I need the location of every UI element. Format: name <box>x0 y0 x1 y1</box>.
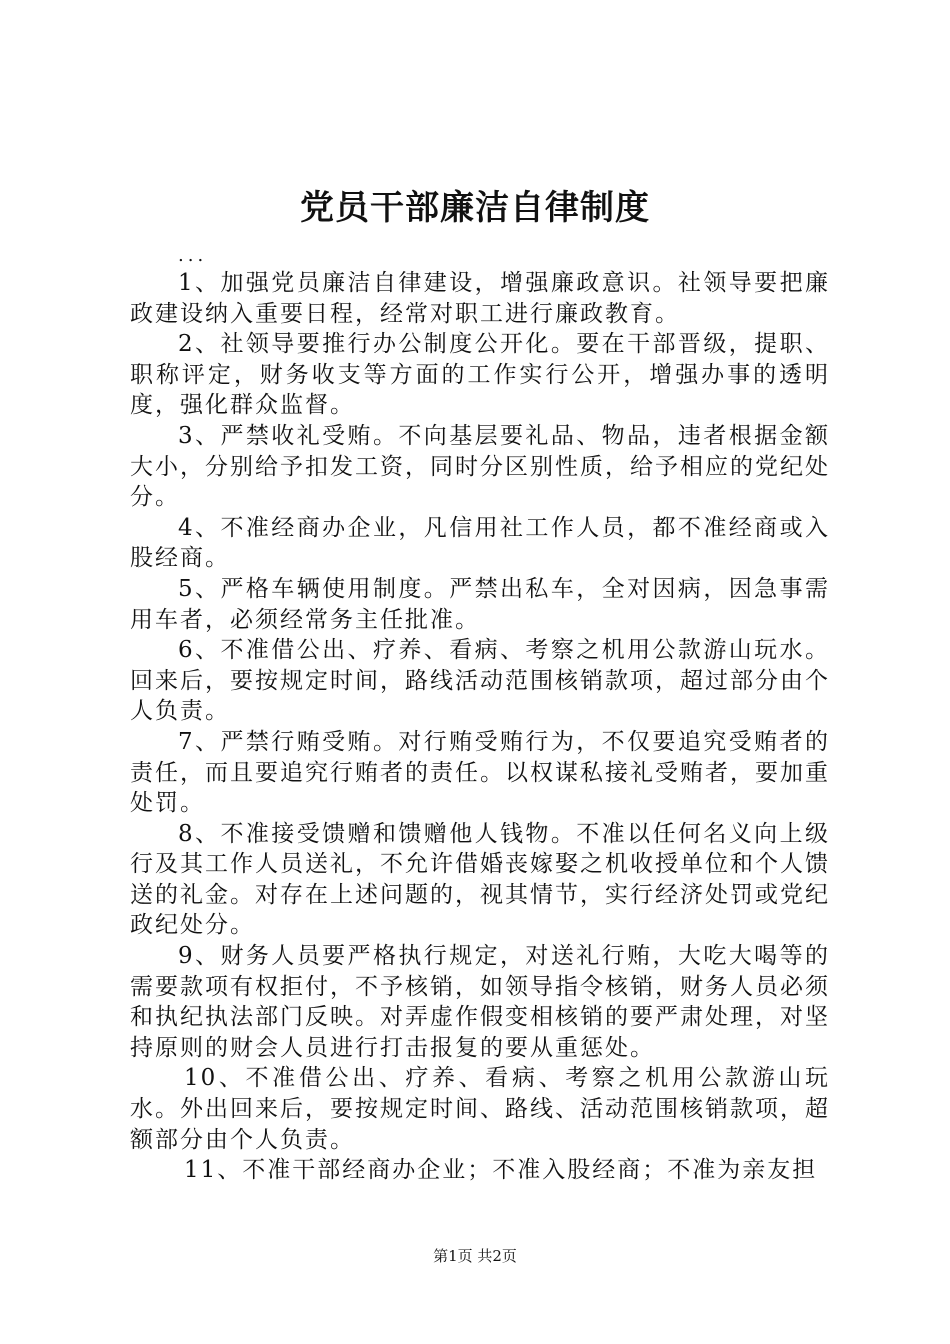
page-footer: 第1页 共2页 <box>433 1247 517 1265</box>
paragraph-10: 10、不准借公出、疗养、看病、考察之机用公款游山玩水。外出回来后，要按规定时间、路线、活动范围核销款项，超额部分由个人负责。 <box>130 1065 830 1153</box>
document-title: 党员干部廉洁自律制度 <box>300 188 650 228</box>
paragraph-11: 11、不准干部经商办企业；不准入股经商；不准为亲友担 <box>184 1157 818 1184</box>
document-body <box>130 268 830 1186</box>
ellipsis-marker: ... <box>178 245 208 266</box>
paragraph-6: 6、不准借公出、疗养、看病、考察之机用公款游山玩水。回来后，要按规定时间，路线活动范围核销款项，超过部分由个人负责。 <box>130 637 830 725</box>
paragraph-9: 9、财务人员要严格执行规定，对送礼行贿，大吃大喝等的需要款项有权拒付，不予核销，如领导指令核销，财务人员必须和执纪执法部门反映。对弄虚作假变相核销的要严肃处理，对坚持原则的财会人员进行打击报复的要从重惩处。 <box>130 943 830 1061</box>
paragraph-5: 5、严格车辆使用制度。严禁出私车，全对因病，因急事需用车者，必须经常务主任批准。 <box>130 575 830 633</box>
paragraph-4: 4、不准经商办企业，凡信用社工作人员，都不准经商或入股经商。 <box>130 514 830 572</box>
paragraph-8: 8、不准接受馈赠和馈赠他人钱物。不准以任何名义向上级行及其工作人员送礼，不允许借婚丧嫁娶之机收授单位和个人馈送的礼金。对存在上述问题的，视其情节，实行经济处罚或党纪政纪处分。 <box>130 820 830 939</box>
paragraph-2: 2、社领导要推行办公制度公开化。要在干部晋级，提职、职称评定，财务收支等方面的工作实行公开，增强办事的透明度，强化群众监督。 <box>130 331 830 419</box>
paragraph-7: 7、严禁行贿受贿。对行贿受贿行为，不仅要追究受贿者的责任，而且要追究行贿者的责任。以权谋私接礼受贿者，要加重处罚。 <box>130 728 830 817</box>
paragraph-1: 1、加强党员廉洁自律建设，增强廉政意识。社领导要把廉政建设纳入重要日程，经常对职工进行廉政教育。 <box>130 270 830 327</box>
paragraph-3: 3、严禁收礼受贿。不向基层要礼品、物品，违者根据金额大小，分别给予扣发工资，同时分区别性质，给予相应的党纪处分。 <box>130 422 830 511</box>
